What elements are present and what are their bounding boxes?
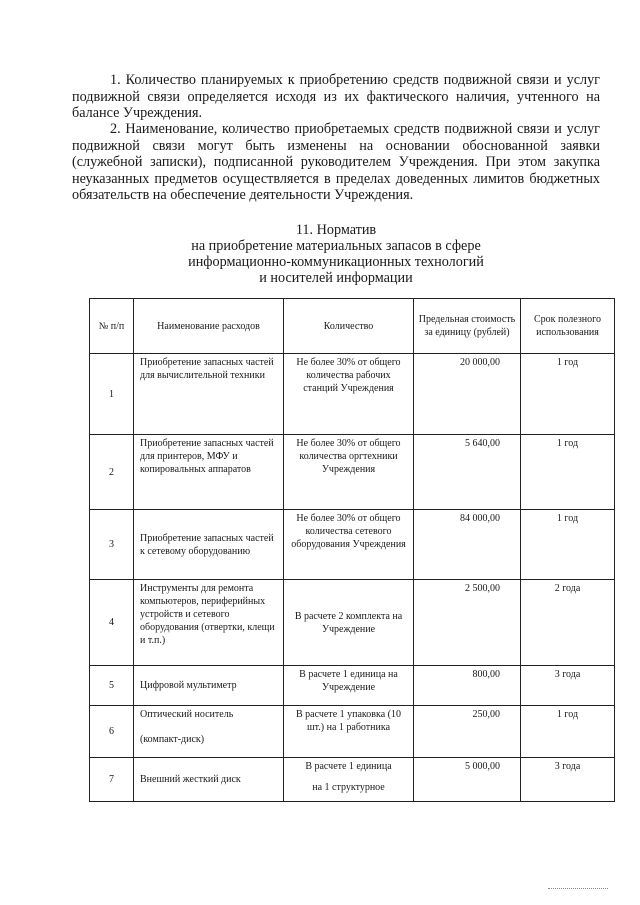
cell-price: 250,00 [414, 706, 521, 758]
cell-term: 2 года [521, 580, 615, 666]
table-row [90, 758, 615, 802]
table-row [90, 666, 615, 706]
cell-qty: Не более 30% от общего количества оргтехники Учреждения [284, 435, 414, 510]
cell-term: 1 год [521, 706, 615, 758]
cell-name: Внешний жесткий диск [134, 758, 284, 802]
cell-num: 7 [90, 758, 134, 802]
scan-mark [548, 882, 608, 889]
cell-qty: В расчете 1 упаковка (10 шт.) на 1 работника [284, 706, 414, 758]
header-price: Предельная стоимость за единицу (рублей) [414, 299, 521, 354]
heading-line-3: информационно-коммуникационных технологий [188, 254, 484, 270]
section-heading [72, 222, 600, 286]
cell-price: 2 500,00 [414, 580, 521, 666]
cell-term: 3 года [521, 666, 615, 706]
heading-line-2: на приобретение материальных запасов в сфере [191, 238, 481, 254]
cell-name: Оптический носитель [140, 709, 234, 720]
cell-price: 5 640,00 [414, 435, 521, 510]
cell-qty: В расчете 1 единица [305, 761, 392, 772]
paragraph-2 [72, 121, 600, 204]
table-row [90, 706, 615, 758]
paragraph-2-text: 2. Наименование, количество приобретаемых средств подвижной связи и услуг подвижной связи могут быть изменены на основании обоснованной заявки (служебной записки), подписанной руководителем Учреждения. При этом закупка неуказанных предметов осуществляется в пределах доведенных лимитов бюджетных обязательств на обеспечение деятельности Учреждения. [72, 121, 600, 203]
cell-name-note: (компакт-диск) [140, 734, 205, 745]
cell-qty-cont: на 1 структурное [312, 782, 385, 793]
cell-term: 1 год [521, 435, 615, 510]
cell-num: 4 [90, 580, 134, 666]
cell-num: 6 [90, 706, 134, 758]
cell-name-group [134, 706, 284, 758]
cell-qty-group [284, 758, 414, 802]
cell-num: 5 [90, 666, 134, 706]
cell-name: Приобретение запасных частей к сетевому оборудованию [134, 510, 284, 580]
table-header-row [90, 299, 615, 354]
cell-price: 84 000,00 [414, 510, 521, 580]
heading-line-4: и носителей информации [259, 270, 413, 286]
table-row [90, 510, 615, 580]
cell-qty: Не более 30% от общего количества сетевого оборудования Учреждения [284, 510, 414, 580]
cell-price: 800,00 [414, 666, 521, 706]
cell-num: 1 [90, 354, 134, 435]
norm-table [89, 298, 615, 802]
header-name: Наименование расходов [134, 299, 284, 354]
table-row [90, 435, 615, 510]
cell-qty: В расчете 2 комплекта на Учреждение [284, 580, 414, 666]
cell-qty: Не более 30% от общего количества рабочих станций Учреждения [284, 354, 414, 435]
cell-name: Инструменты для ремонта компьютеров, периферийных устройств и сетевого оборудования (отвертки, клещи и т.п.) [134, 580, 284, 666]
cell-term: 3 года [521, 758, 615, 802]
table-row [90, 580, 615, 666]
cell-name: Цифровой мультиметр [134, 666, 284, 706]
header-num: № п/п [90, 299, 134, 354]
table-row [90, 354, 615, 435]
cell-qty: В расчете 1 единица на Учреждение [284, 666, 414, 706]
cell-num: 3 [90, 510, 134, 580]
cell-term: 1 год [521, 354, 615, 435]
cell-name: Приобретение запасных частей для принтеров, МФУ и копировальных аппаратов [134, 435, 284, 510]
cell-term: 1 год [521, 510, 615, 580]
cell-num: 2 [90, 435, 134, 510]
cell-price: 5 000,00 [414, 758, 521, 802]
heading-line-1: 11. Норматив [295, 222, 377, 238]
header-term: Срок полезного использования [521, 299, 615, 354]
header-qty: Количество [284, 299, 414, 354]
cell-name: Приобретение запасных частей для вычислительной техники [134, 354, 284, 435]
paragraph-1-text: 1. Количество планируемых к приобретению средств подвижной связи и услуг подвижной связи определяется исходя из их фактического наличия, учтенного на балансе Учреждения. [72, 72, 600, 121]
paragraph-1 [72, 72, 600, 122]
cell-price: 20 000,00 [414, 354, 521, 435]
